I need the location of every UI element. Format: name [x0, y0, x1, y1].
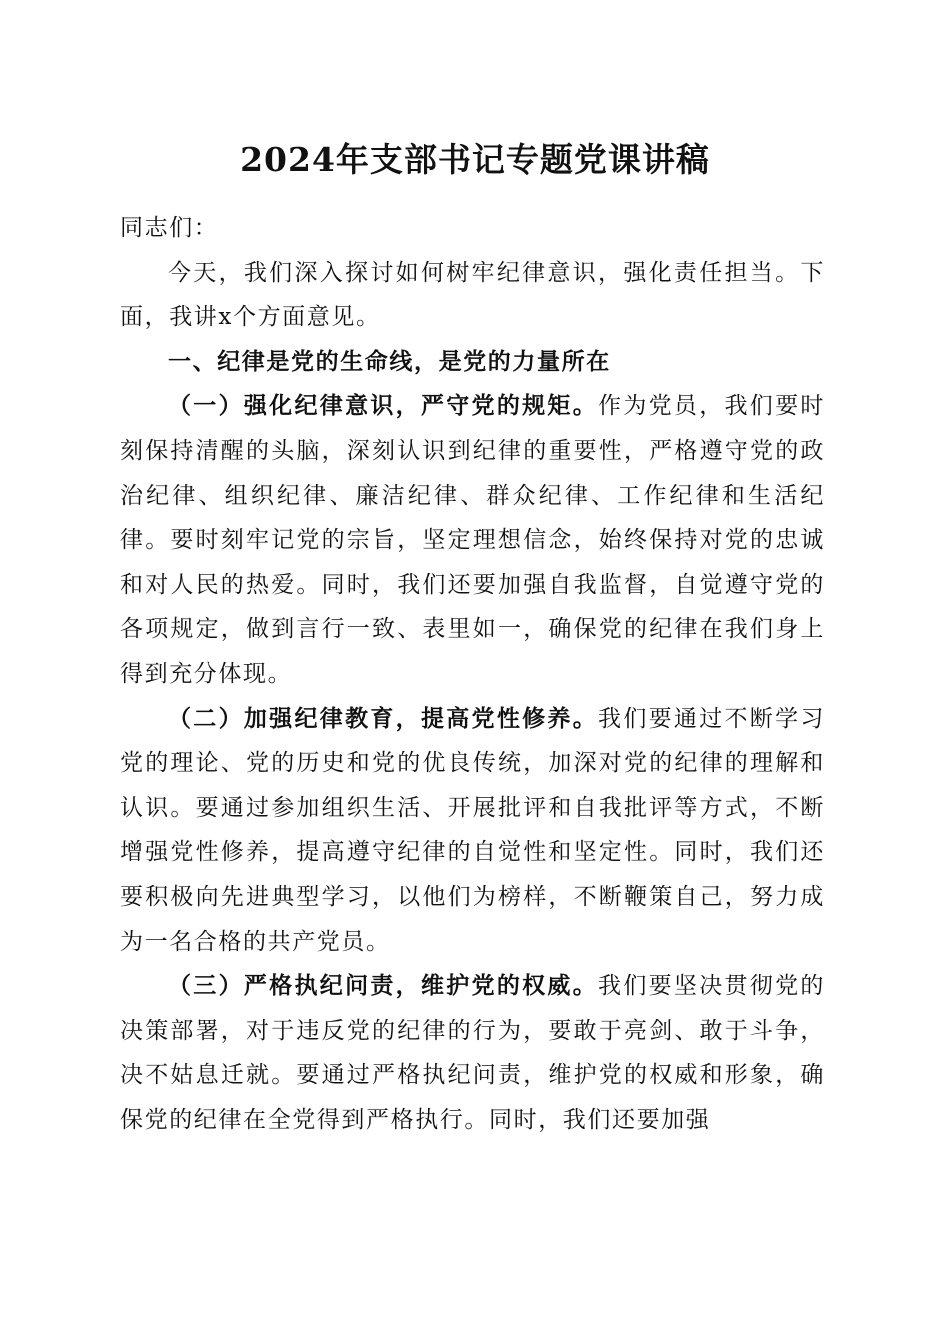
section-heading: 一、纪律是党的生命线，是党的力量所在 — [168, 348, 611, 375]
intro-paragraph: 今天，我们深入探讨如何树牢纪律意识，强化责任担当。下面，我讲x个方面意见。 — [120, 259, 825, 331]
document-title: 2024年支部书记专题党课讲稿 — [240, 140, 710, 179]
subsection-paragraph-1 — [120, 384, 825, 696]
subsection-body-2: 我们要通过不断学习党的理论、党的历史和党的优良传统，加深对党的纪律的理解和认识。要通过参加组织生活、开展批评和自我批评等方式，不断增强党性修养，提高遵守纪律的自觉性和坚定性。同时，我们还要积极向先进典型学习，以他们为榜样，不断鞭策自己，努力成为一名合格的共产党员。 — [120, 705, 825, 955]
subsection-body-3: 我们要坚决贯彻党的决策部署，对于违反党的纪律的行为，要敢于亮剑、敢于斗争，决不姑息迁就。要通过严格执纪问责，维护党的权威和形象，确保党的纪律在全党得到严格执行。同时，我们还要加强 — [120, 973, 825, 1133]
subsection-lead-1: （一）强化纪律意识，严守党的规矩。 — [168, 392, 599, 420]
salutation: 同志们： — [120, 215, 219, 241]
subsection-body-1: 作为党员，我们要时刻保持清醒的头脑，深刻认识到纪律的重要性，严格遵守党的政治纪律、组织纪律、廉洁纪律、群众纪律、工作纪律和生活纪律。要时刻牢记党的宗旨，坚定理想信念，始终保持对党的忠诚和对人民的热爱。同时，我们还要加强自我监督，自觉遵守党的各项规定，做到言行一致、表里如一，确保党的纪律在我们身上得到充分体现。 — [120, 393, 825, 687]
subsection-paragraph-3 — [120, 964, 825, 1142]
document-body — [120, 206, 825, 1142]
subsection-lead-2: （二）加强纪律教育，提高党性修养。 — [168, 704, 599, 732]
subsection-lead-3: （三）严格执纪问责，维护党的权威。 — [168, 972, 599, 1000]
subsection-paragraph-2 — [120, 697, 825, 965]
